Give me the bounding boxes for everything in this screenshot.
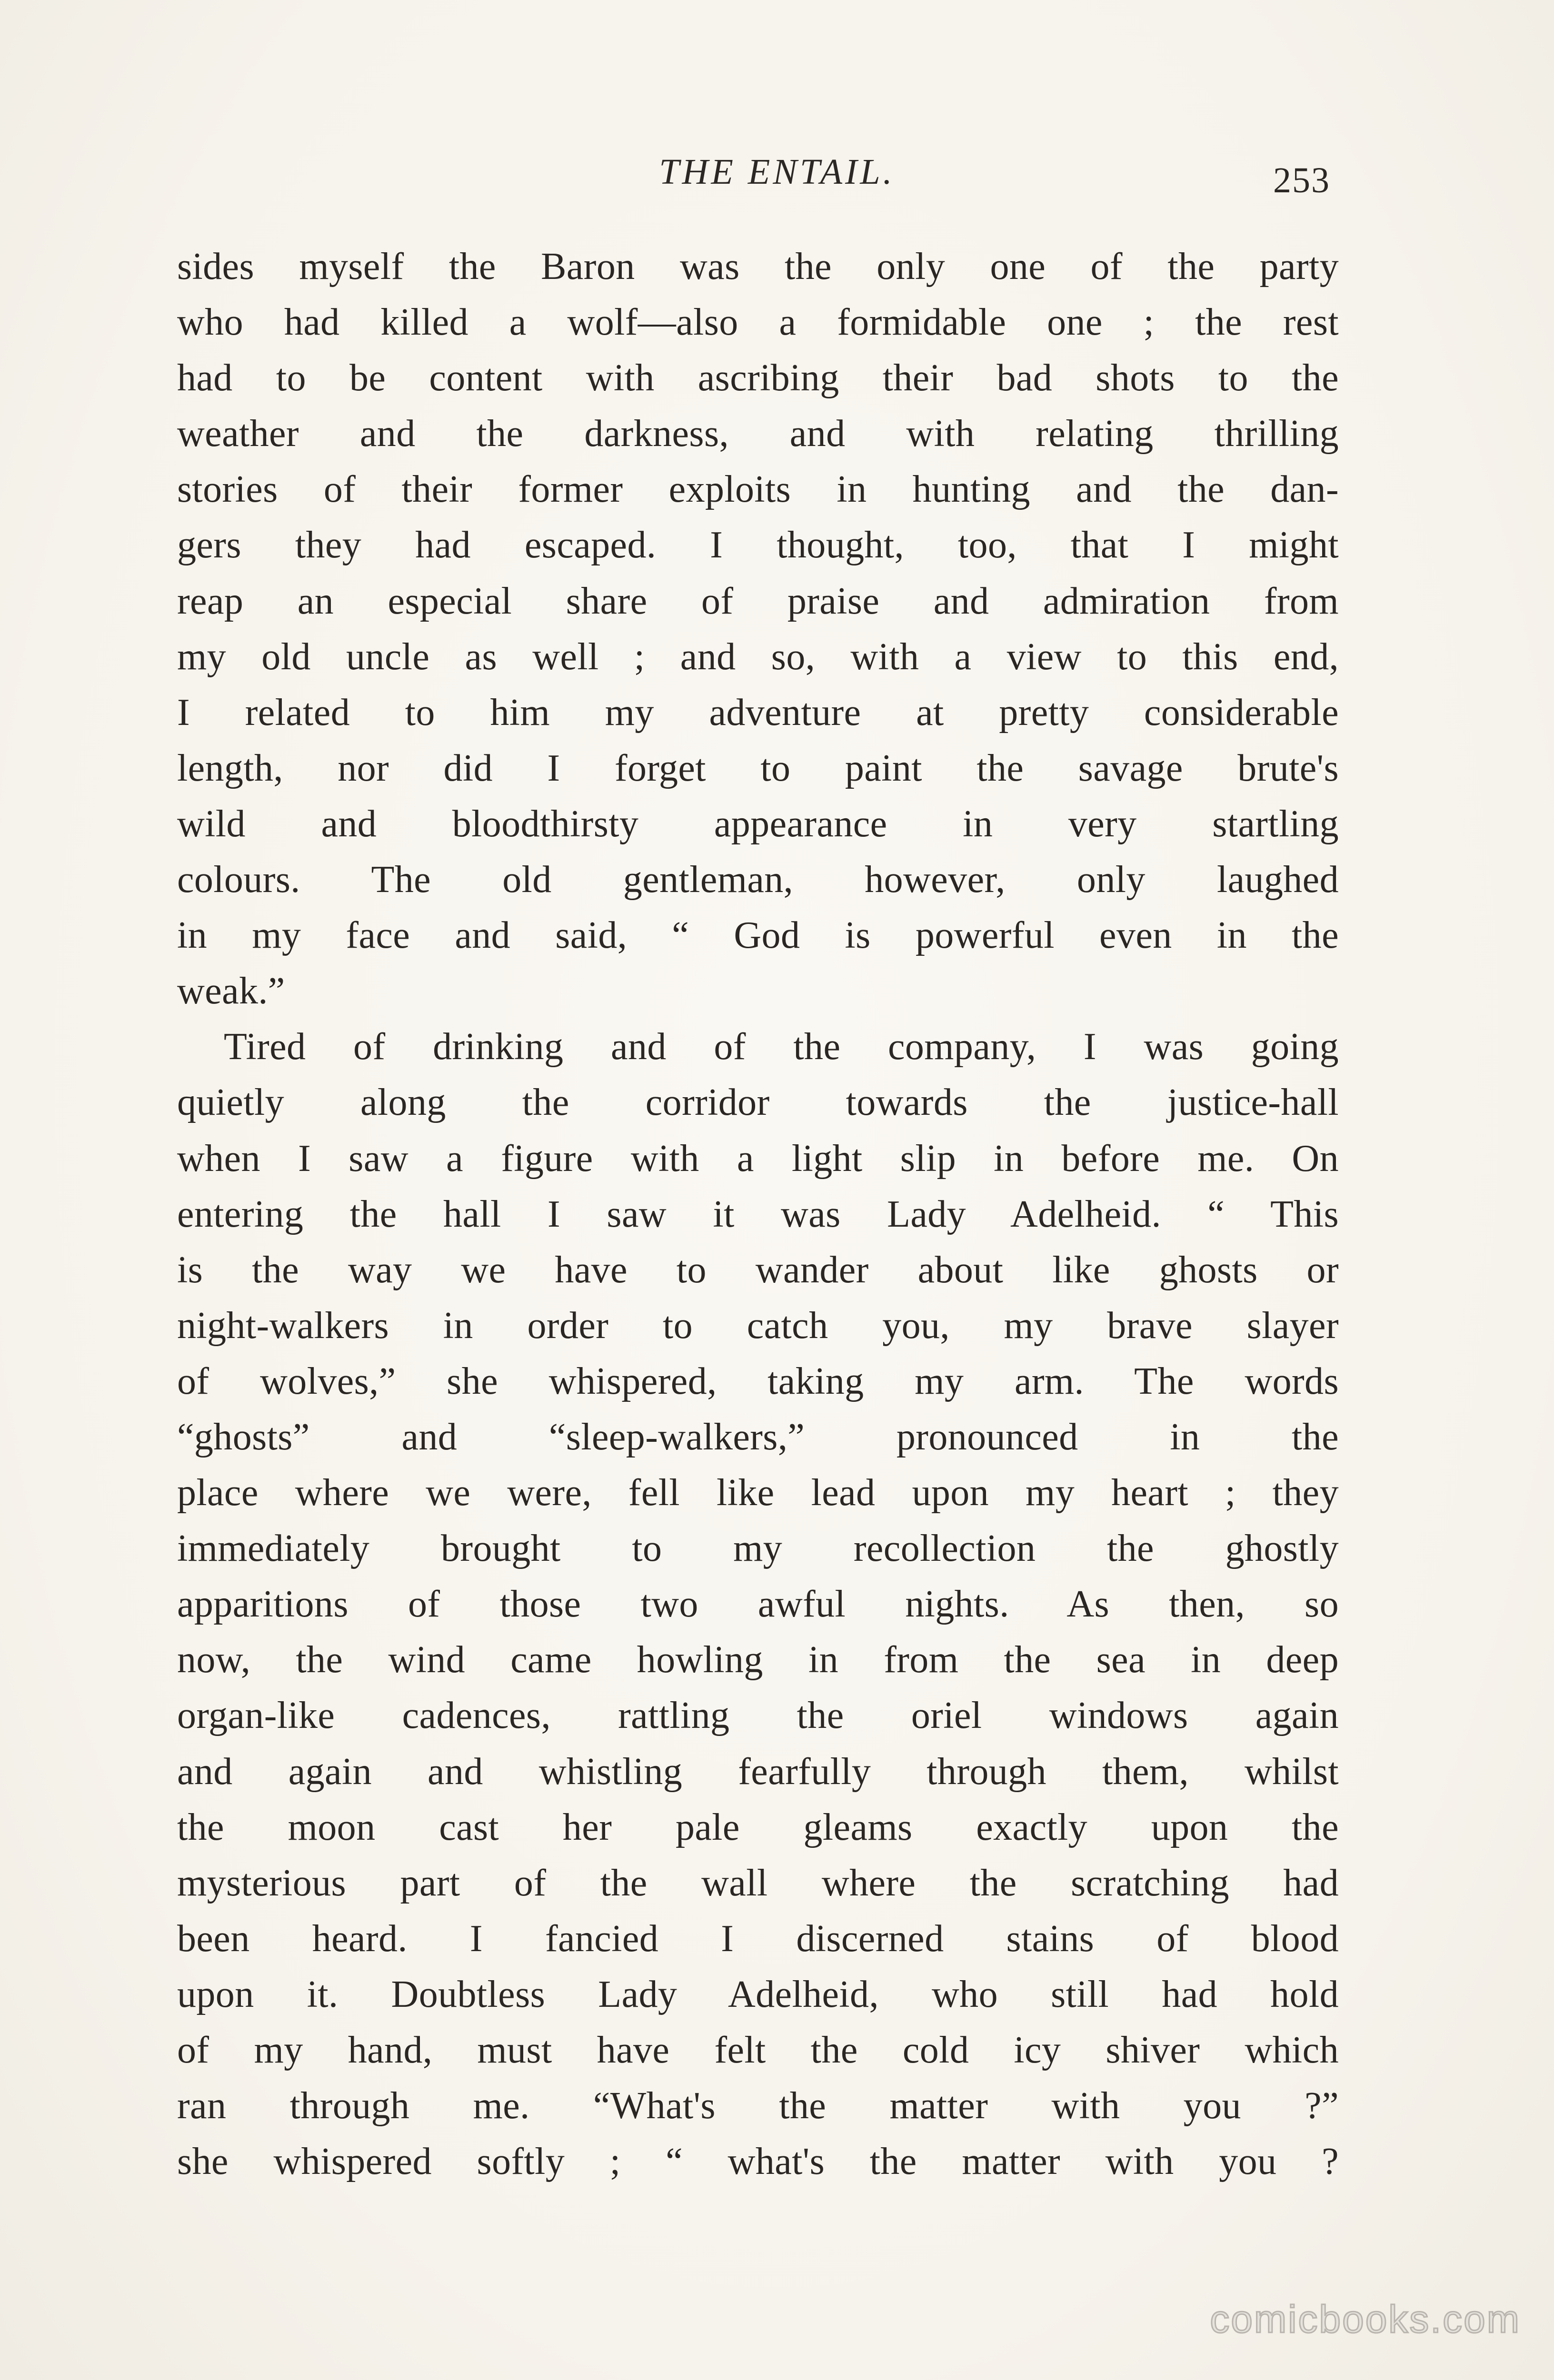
paragraph-first-line: Tired of drinking and of the company, I was going bbox=[224, 1026, 1339, 1068]
text-line: upon it. Doubtless Lady Adelheid, who still had hold bbox=[177, 1973, 1339, 2015]
text-line: colours. The old gentleman, however, only laughed bbox=[177, 859, 1339, 901]
text-line: gers they had escaped. I thought, too, that I might bbox=[177, 524, 1339, 566]
text-line: place where we were, fell like lead upon my heart ; they bbox=[177, 1472, 1339, 1514]
body-text bbox=[177, 239, 1339, 2190]
text-line: mysterious part of the wall where the scratching had bbox=[177, 1862, 1339, 1904]
text-line: my old uncle as well ; and so, with a view to this end, bbox=[177, 635, 1339, 678]
text-line: night-walkers in order to catch you, my brave slayer bbox=[177, 1304, 1339, 1347]
text-line: weather and the darkness, and with relating thrilling bbox=[177, 413, 1339, 455]
text-line: the moon cast her pale gleams exactly upon the bbox=[177, 1806, 1339, 1848]
text-line: I related to him my adventure at pretty considerable bbox=[177, 691, 1339, 734]
text-line: length, nor did I forget to paint the savage brute's bbox=[177, 747, 1339, 789]
text-line: stories of their former exploits in hunting and the dan- bbox=[177, 468, 1339, 511]
text-line: been heard. I fancied I discerned stains of blood bbox=[177, 1917, 1339, 1960]
text-line: is the way we have to wander about like ghosts or bbox=[177, 1249, 1339, 1291]
text-line: now, the wind came howling in from the sea in deep bbox=[177, 1639, 1339, 1681]
text-line: entering the hall I saw it was Lady Adelheid. “ This bbox=[177, 1193, 1339, 1235]
page-number: 253 bbox=[1273, 160, 1330, 200]
text-line: wild and bloodthirsty appearance in very startling bbox=[177, 803, 1339, 845]
text-line: who had killed a wolf—also a formidable one ; the rest bbox=[177, 301, 1339, 344]
text-line: ran through me. “What's the matter with you ?” bbox=[177, 2085, 1339, 2127]
text-line: reap an especial share of praise and admiration from bbox=[177, 580, 1339, 622]
text-line: quietly along the corridor towards the justice-hall bbox=[177, 1081, 1339, 1124]
text-line: “ghosts” and “sleep-walkers,” pronounced in the bbox=[177, 1416, 1339, 1458]
text-line: she whispered softly ; “ what's the matter with you ? bbox=[177, 2141, 1339, 2183]
text-line: when I saw a figure with a light slip in before me. On bbox=[177, 1137, 1339, 1180]
running-title: THE ENTAIL. bbox=[659, 152, 895, 192]
text-line: sides myself the Baron was the only one of the party bbox=[177, 246, 1339, 288]
text-line: in my face and said, “ God is powerful even in the bbox=[177, 914, 1339, 957]
text-line: of wolves,” she whispered, taking my arm. The words bbox=[177, 1360, 1339, 1402]
text-line: and again and whistling fearfully through them, whilst bbox=[177, 1750, 1339, 1793]
text-line: apparitions of those two awful nights. As then, so bbox=[177, 1583, 1339, 1626]
text-line: had to be content with ascribing their bad shots to the bbox=[177, 357, 1339, 399]
site-watermark: comicbooks.com bbox=[1210, 2298, 1521, 2341]
paragraph-end-line: weak.” bbox=[177, 970, 285, 1012]
text-line: of my hand, must have felt the cold icy shiver which bbox=[177, 2029, 1339, 2071]
text-line: immediately brought to my recollection the ghostly bbox=[177, 1527, 1339, 1570]
text-line: organ-like cadences, rattling the oriel windows again bbox=[177, 1695, 1339, 1737]
